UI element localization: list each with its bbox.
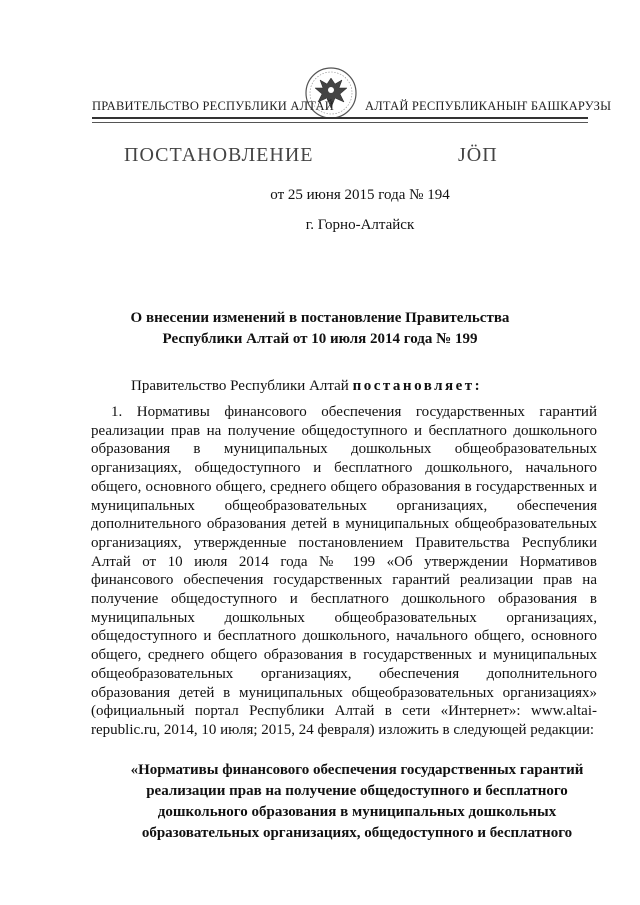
paragraph-1: 1. Нормативы финансового обеспечения государственных гарантий реализации прав на получение общедоступного и бесплатного дошкольного образования в муниципальных дошкольных общеобразовательных организациях, общедоступного и бесплатного дошкольного, начального общего, основного общего, среднего общего образования в государственных и муниципальных общеобразовательных организациях, обеспечения дополнительного образования детей в муниципальных общеобразовательных организациях, утвержденные постановлением Правительства Республики Алтай от 10 июля 2014 года № 199 «Об утверждении Нормативов финансового обеспечения государственных гарантий реализации прав на получение общедоступного и бесплатного дошкольного образования в муниципальных дошкольных общеобразовательных организациях, общедоступного и бесплатного дошкольного, начального общего, основного общего, среднего общего образования в государственных и муниципальных общеобразовательных организациях, обеспечения дополнительного образования детей в муниципальных общеобразовательных организациях» (официальный портал Республики Алтай в сети «Интернет»: www.altai-republic.ru, 2014, 10 июля; 2015, 24 февраля) изложить в следующей редакции: <box>91 404 597 738</box>
doc-type-left: ПОСТАНОВЛЕНИЕ <box>124 144 314 166</box>
header-left-title: ПРАВИТЕЛЬСТВО РЕСПУБЛИКИ АЛТАЙ <box>92 99 334 113</box>
city-line: г. Горно-Алтайск <box>305 217 415 233</box>
government-line <box>131 378 482 395</box>
date-line: от 25 июня 2015 года № 194 <box>270 187 450 203</box>
quote-heading: «Нормативы финансового обеспечения государственных гарантий реализации прав на получение общедоступного и бесплатного дошкольного образования в муниципальных дошкольных образовательных организациях, общедоступного и бесплатного <box>130 762 584 841</box>
header-divider <box>92 117 588 119</box>
header-right-title: АЛТАЙ РЕСПУБЛИКАНЫҤ БАШКАРУЗЫ <box>365 99 612 113</box>
government-subject: Правительство Республики Алтай <box>131 378 349 394</box>
government-verb: постановляет: <box>352 378 483 394</box>
header-divider-thin <box>92 122 588 123</box>
doc-type-right: ЈӦП <box>458 144 498 166</box>
document-title: О внесении изменений в постановление Правительства Республики Алтай от 10 июля 2014 года № 199 <box>130 310 510 347</box>
